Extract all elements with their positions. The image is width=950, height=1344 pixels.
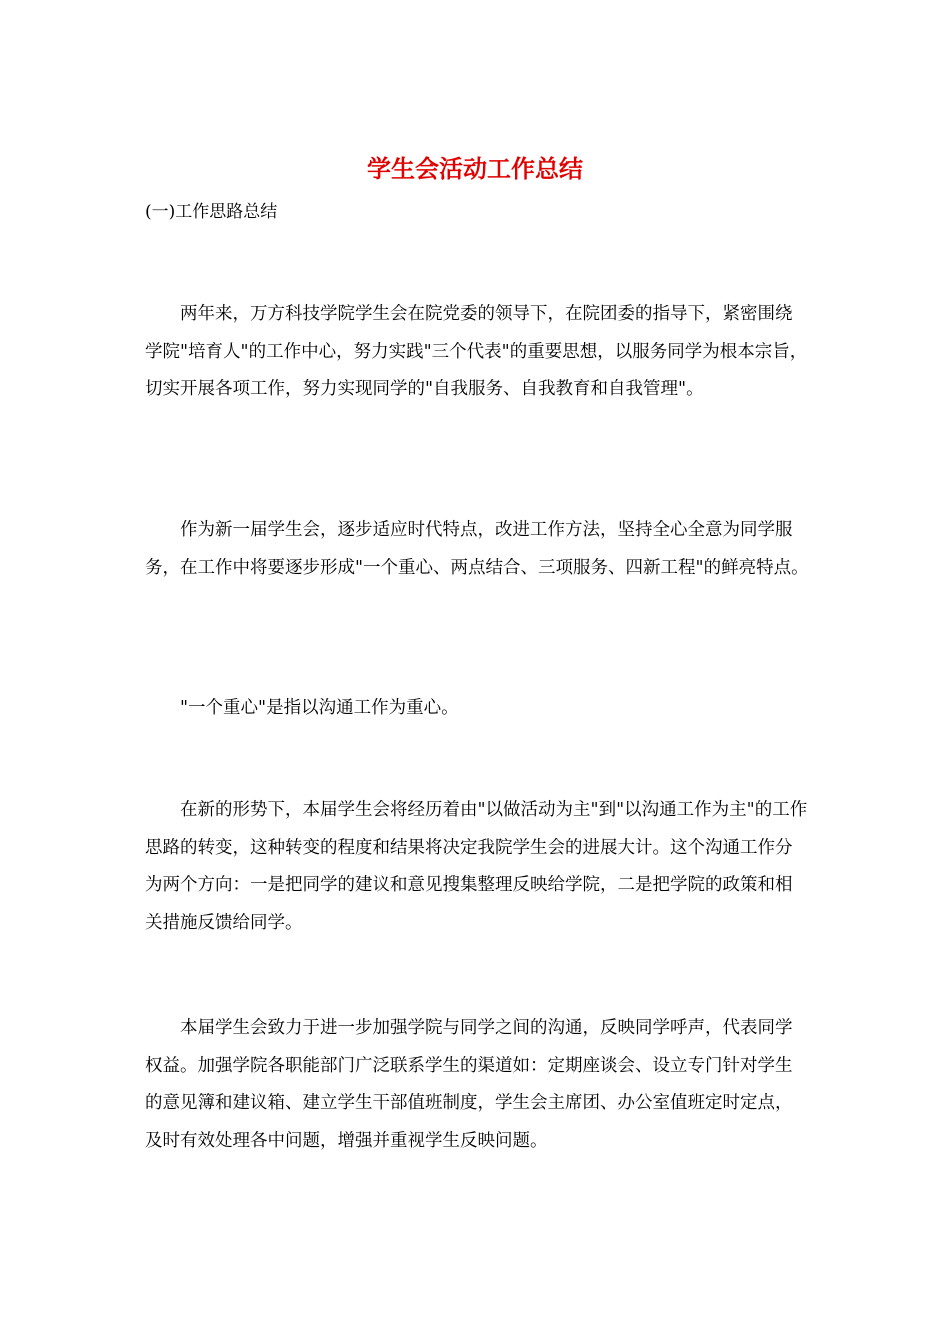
paragraph-2: 作为新一届学生会，逐步适应时代特点，改进工作方法，坚持全心全意为同学服务，在工作中将要逐步形成"一个重心、两点结合、三项服务、四新工程"的鲜亮特点。 (145, 520, 809, 578)
paragraph-3: "一个重心"是指以沟通工作为重心。 (180, 698, 459, 718)
paragraph-1: 两年来，万方科技学院学生会在院党委的领导下，在院团委的指导下，紧密围绕学院"培育人"的工作中心，努力实践"三个代表"的重要思想，以服务同学为根本宗旨，切实开展各项工作，努力实现同学的"自我服务、自我教育和自我管理"。 (145, 304, 808, 399)
document-title: 学生会活动工作总结 (367, 154, 583, 183)
section-heading: (一)工作思路总结 (145, 202, 278, 222)
paragraph-5: 本届学生会致力于进一步加强学院与同学之间的沟通，反映同学呼声，代表同学权益。加强学院各职能部门广泛联系学生的渠道如：定期座谈会、设立专门针对学生的意见簿和建议箱、建立学生干部值班制度，学生会主席团、办公室值班定时定点，及时有效处理各中问题，增强并重视学生反映问题。 (145, 1018, 793, 1151)
paragraph-4: 在新的形势下，本届学生会将经历着由"以做活动为主"到"以沟通工作为主"的工作思路的转变，这种转变的程度和结果将决定我院学生会的进展大计。这个沟通工作分为两个方向：一是把同学的建议和意见搜集整理反映给学院，二是把学院的政策和相关措施反馈给同学。 (145, 800, 808, 933)
